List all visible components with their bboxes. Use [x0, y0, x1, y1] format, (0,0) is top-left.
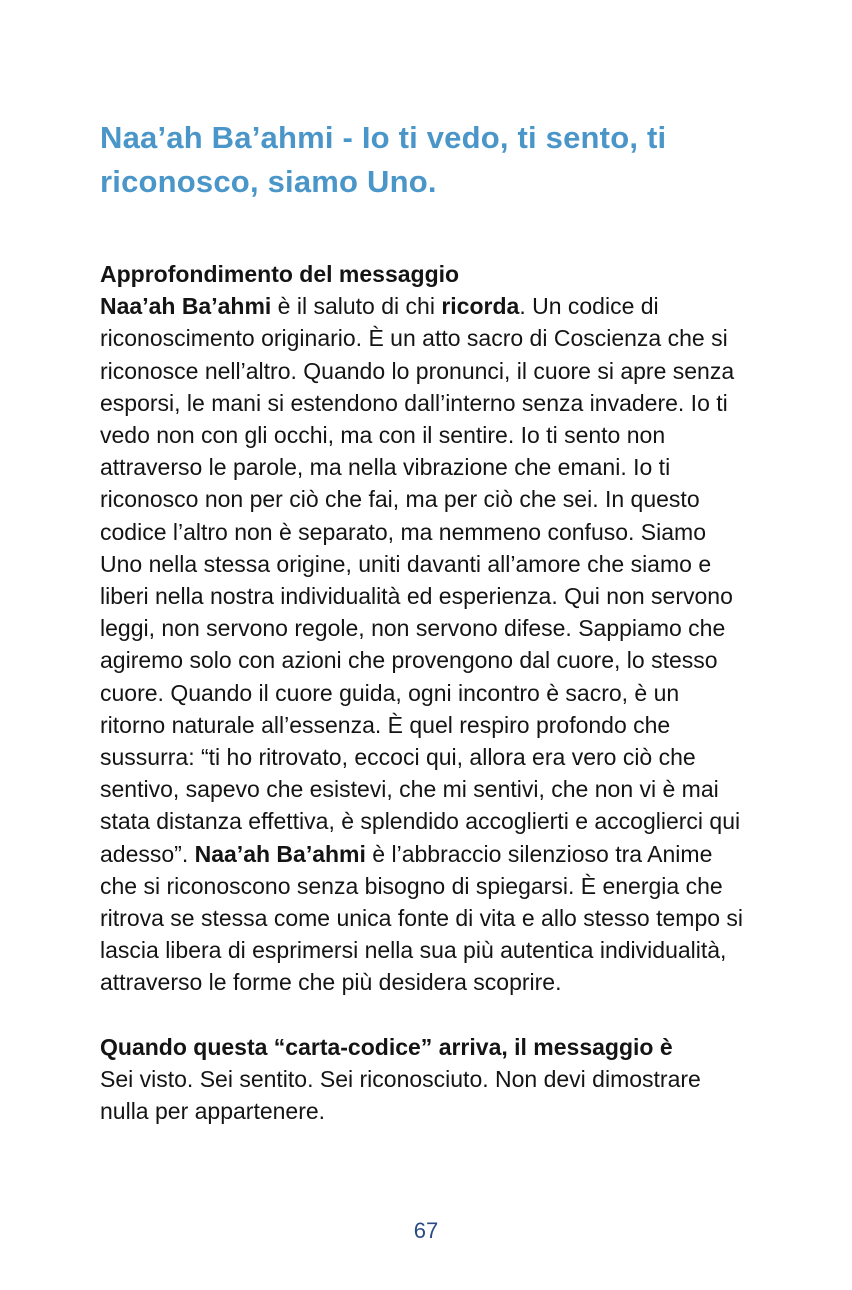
- page-title: Naa’ah Ba’ahmi - Io ti vedo, ti sento, ti riconosco, siamo Uno.: [100, 120, 667, 199]
- paragraph: Naa’ah Ba’ahmi è il saluto di chi ricorda. Un codice di riconoscimento originario. È un atto sacro di Coscienza che si riconosce nell’altro. Quando lo pronunci, il cuore si apre senza esporsi, le mani si estendono dall’interno senza invadere. Io ti vedo non con gli occhi, ma con il sentire. Io ti sento non attraverso le parole, ma nella vibrazione che emani. Io ti riconosco non per ciò che fai, ma per ciò che sei. In questo codice l’altro non è separato, ma nemmeno confuso. Siamo Uno nella stessa origine, uniti davanti all’amore che siamo e liberi nella nostra individualità ed esperienza. Qui non servono leggi, non servono regole, non servono difese. Sappiamo che agiremo solo con azioni che provengono dal cuore, lo stesso cuore. Quando il cuore guida, ogni incontro è sacro, è un ritorno naturale all’essenza. È quel respiro profondo che sussurra: “ti ho ritrovato, eccoci qui, allora era vero ciò che sentivo, sapevo che esistevi, che mi sentivi, che non vi è mai stata distanza effettiva, è splendido accoglierti e accoglierci qui adesso”. Naa’ah Ba’ahmi è l’abbraccio silenzioso tra Anime che si riconoscono senza bisogno di spiegarsi. È energia che ritrova se stessa come unica fonte di vita e allo stesso tempo si lascia libera di esprimersi nella sua più autentica individualità, attraverso le forme che più desidera scoprire.: [100, 293, 744, 996]
- page-number: 67: [413, 1218, 439, 1243]
- section-card-code-message: [100, 1031, 750, 1128]
- paragraph: Sei visto. Sei sentito. Sei riconosciuto. Non devi dimostrare nulla per appartenere.: [100, 1065, 701, 1125]
- section-message-deepening: [100, 258, 750, 999]
- page-content: [100, 0, 750, 1127]
- section-title: Quando questa “carta-codice” arriva, il messaggio è: [100, 1033, 673, 1060]
- section-title: Approfondimento del messaggio: [100, 261, 460, 287]
